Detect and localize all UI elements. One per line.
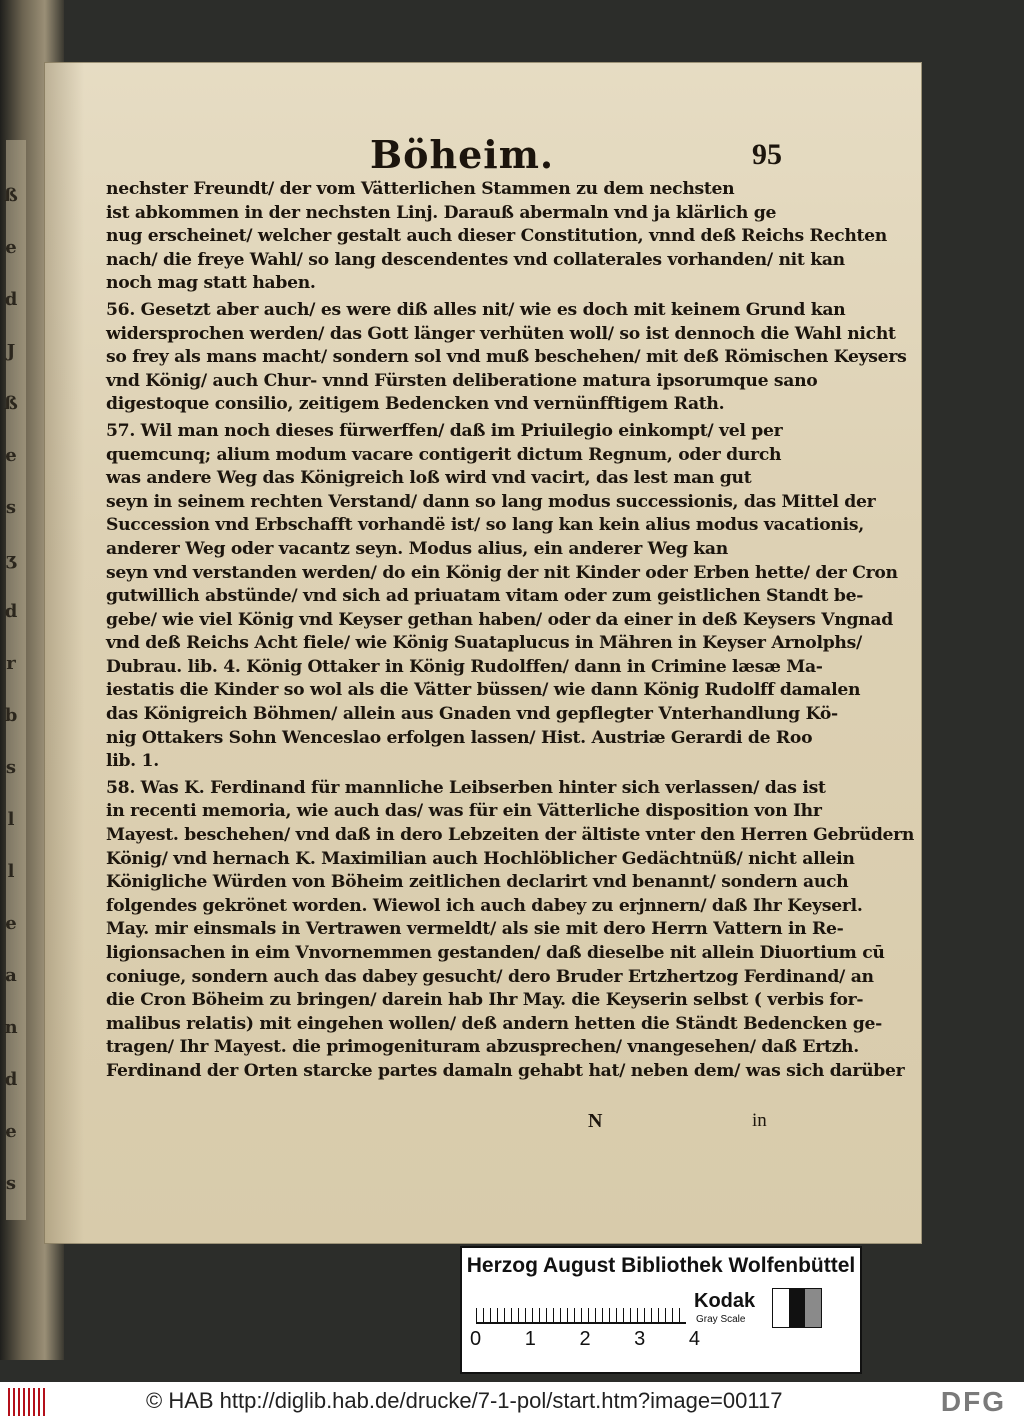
edge-glyph: r — [6, 653, 16, 674]
text-line: so frey als mans macht/ sondern sol vnd muß beschehen/ mit deß Römischen Keysers — [106, 347, 907, 368]
text-line: May. mir einsmals in Vertrawen vermeldt/ als sie mit dero Herrn Vattern in Re- — [106, 919, 844, 940]
signature-mark: N — [588, 1110, 603, 1132]
text-line: ligionsachen in eim Vnvornemmen gestanden/ daß dieselbe nit allein Diuortium cū — [106, 943, 885, 963]
text-line: das Königreich Böhmen/ allein aus Gnaden vnd gepflegter Vnterhandlung Kö- — [106, 704, 838, 725]
edge-glyph: s — [5, 1173, 17, 1194]
text-line: iestatis die Kinder so wol als die Vätter büssen/ wie dann König Rudolff damalen — [106, 680, 861, 701]
text-line: Ferdinand der Orten starcke partes damaln gehabt hat/ neben dem/ was sich darüber — [106, 1060, 905, 1081]
text-line: noch mag statt haben. — [106, 273, 316, 294]
text-line: malibus relatis) mit eingehen wollen/ deß andern hetten die Ständt Bedencken ge- — [106, 1013, 882, 1034]
edge-glyph: a — [5, 965, 17, 986]
text-line: in recenti memoria, wie auch das/ was für ein Vätterliche disposition von Ihr — [106, 801, 822, 822]
text-line: seyn vnd verstanden werden/ do ein König der nit Kinder oder Erben hette/ der Cron — [106, 562, 898, 583]
text-line: folgendes gekrönet worden. Wiewol ich auch dabey zu erjnnern/ daß Ihr Keyserl. — [106, 895, 863, 916]
adjacent-page-glyphs — [2, 170, 20, 1210]
text-line: Mayest. beschehen/ vnd daß in dero Lebzeiten der ältiste vnter den Herren Gebrüdern — [106, 825, 915, 846]
hab-logo-icon — [8, 1388, 48, 1416]
copyright-link[interactable]: © HAB http://diglib.hab.de/drucke/7-1-pol/start.htm?image=00117 — [146, 1388, 783, 1413]
kodak-logo: Kodak — [694, 1290, 756, 1312]
page-header — [106, 132, 782, 176]
edge-glyph: d — [4, 289, 18, 310]
gray-swatch — [789, 1289, 805, 1327]
edge-glyph: J — [6, 341, 16, 362]
text-line: die Cron Böheim zu bringen/ darein hab Ihr May. die Keyserin selbst ( verbis for- — [106, 990, 864, 1011]
library-color-card — [460, 1246, 862, 1374]
text-line: vnd König/ auch Chur- vnnd Fürsten deliberatione matura ipsorumque sano — [106, 370, 818, 391]
text-line: 56. Gesetzt aber auch/ es were diß alles nit/ wie es doch mit keinem Grund kan — [106, 299, 846, 320]
body-lines — [106, 178, 915, 1084]
text-line: nach/ die freye Wahl/ so lang descendentes vnd collaterales vorhanden/ nit kan — [106, 249, 845, 270]
text-line: Dubrau. lib. 4. König Ottaker in König Rudolffen/ dann in Crimine læsæ Ma- — [106, 656, 823, 677]
catchword: in — [752, 1110, 767, 1131]
text-line: anderer Weg oder vacantz seyn. Modus alius, ein anderer Weg kan — [106, 538, 728, 559]
edge-glyph: ß — [4, 185, 18, 206]
text-line: 57. Wil man noch dieses fürwerffen/ daß im Priuilegio einkompt/ vel per — [106, 420, 783, 441]
ruler-scale — [476, 1292, 686, 1324]
text-line: nig Ottakers Sohn Wenceslao erfolgen lassen/ Hist. Austriæ Gerardi de Roo — [106, 727, 813, 748]
text-line: coniuge, sondern auch das dabey gesucht/ dero Bruder Ertzhertzog Ferdinand/ an — [106, 966, 874, 987]
edge-glyph: s — [5, 757, 17, 778]
ruler-label: 3 — [634, 1328, 646, 1350]
text-line: lib. 1. — [106, 751, 159, 772]
edge-glyph: d — [4, 601, 18, 622]
footer-bar — [0, 1382, 1024, 1422]
text-line: 58. Was K. Ferdinand für mannliche Leibserben hinter sich verlassen/ das ist — [106, 777, 826, 798]
edge-glyph: n — [4, 1017, 18, 1038]
text-line: ist abkommen in der nechsten Linj. Darauß abermaln vnd ja klärlich ge — [106, 202, 777, 223]
ruler-label: 2 — [579, 1328, 591, 1350]
running-head: Böheim. — [370, 132, 555, 177]
edge-glyph: l — [7, 861, 15, 882]
text-line: gutwillich abstünde/ vnd sich ad priuatam vitam oder zum geistlichen Standt be- — [106, 586, 864, 607]
text-line: quemcunq; alium modum vacare contigerit dictum Regnum, oder durch — [106, 444, 782, 465]
gray-swatch — [773, 1289, 789, 1327]
edge-glyph: e — [5, 445, 17, 466]
edge-glyph: l — [7, 809, 15, 830]
text-line: widersprochen werden/ das Gott länger verhüten woll/ so ist dennoch die Wahl nicht — [106, 323, 896, 344]
gray-scale-label: Gray Scale — [696, 1314, 746, 1325]
edge-glyph: s — [5, 497, 17, 518]
ruler-label: 1 — [524, 1328, 536, 1350]
text-line: nug erscheinet/ welcher gestalt auch dieser Constitution, vnnd deß Reichs Rechten — [106, 226, 887, 247]
ruler-label: 4 — [688, 1328, 700, 1350]
text-line: vnd deß Reichs Acht fiele/ wie König Suataplucus in Mähren in Keyser Arnolphs/ — [106, 633, 862, 654]
text-line: Succession vnd Erbschafft vorhandë ist/ so lang kan kein alius modus vacationis, — [106, 515, 864, 536]
ruler-labels — [470, 1328, 700, 1351]
edge-glyph: e — [5, 1121, 17, 1142]
edge-glyph: d — [4, 1069, 18, 1090]
text-line: was andere Weg das Königreich loß wird vnd vacirt, das lest man gut — [106, 468, 752, 489]
text-line: König/ vnd hernach K. Maximilian auch Hochlöblicher Gedächtnüß/ nicht allein — [106, 848, 855, 869]
edge-glyph: e — [5, 913, 17, 934]
edge-glyph: ʒ — [5, 549, 17, 570]
edge-glyph: b — [4, 705, 18, 726]
text-line: digestoque consilio, zeitigem Bedencken vnd vernünfftigem Rath. — [106, 394, 725, 415]
text-line: seyn in seinem rechten Verstand/ dann so lang modus successionis, das Mittel der — [106, 491, 876, 512]
library-name: Herzog August Bibliothek Wolfenbüttel — [466, 1254, 856, 1277]
text-line: tragen/ Ihr Mayest. die primogenituram abzusprechen/ vnangesehen/ daß Ertzh. — [106, 1037, 859, 1058]
dfg-logo: DFG — [940, 1386, 1006, 1417]
text-line: nechster Freundt/ der vom Vätterlichen Stammen zu dem nechsten — [106, 179, 735, 199]
gray-scale-swatches — [772, 1288, 822, 1328]
text-line: Königliche Würden von Böheim zeitlichen declarirt vnd benannt/ sondern auch — [106, 872, 849, 893]
ruler-label: 0 — [470, 1328, 482, 1350]
page-fold-shadow — [44, 62, 84, 1244]
edge-glyph: ß — [4, 393, 18, 414]
gray-swatch — [805, 1289, 821, 1327]
edge-glyph: e — [5, 237, 17, 258]
page-text-block — [106, 132, 915, 1084]
page-number: 95 — [752, 138, 782, 171]
text-line: gebe/ wie viel König vnd Keyser gethan haben/ oder da einer in deß Keysers Vngnad — [106, 609, 893, 630]
